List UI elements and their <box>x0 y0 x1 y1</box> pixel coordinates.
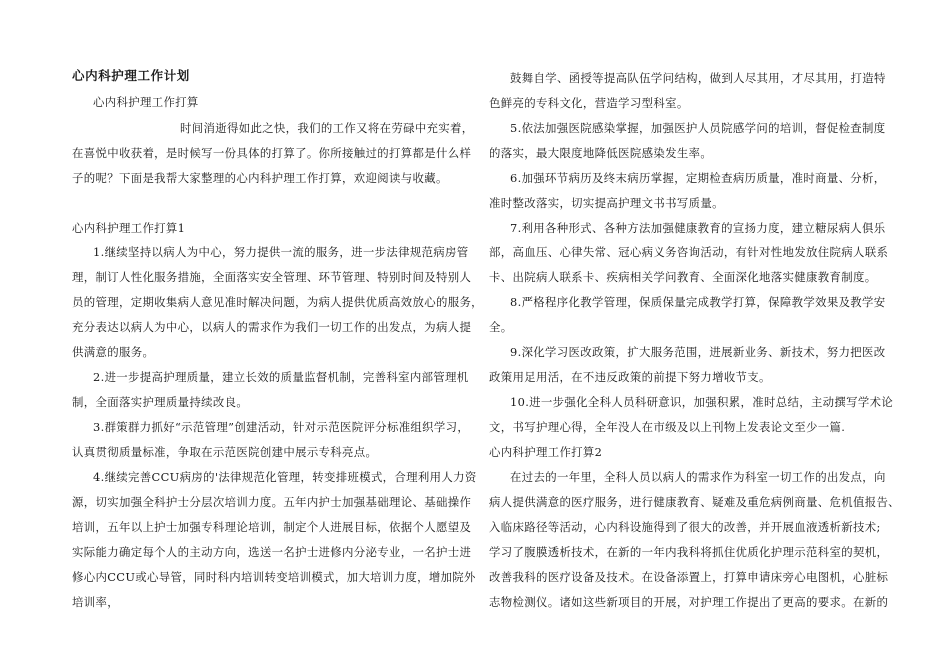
text-line: 志物检测仪。诸如这些新项目的开展，对护理工作提出了更高的要求。在新的 <box>489 595 889 609</box>
text-line: 时间消逝得如此之快，我们的工作又将在劳碌中充实着， <box>180 121 474 135</box>
text-line: 文，书写护理心得，全年没人在市级及以上刊物上发表论文至少一篇. <box>489 420 846 434</box>
text-line: 鼓舞自学、函授等提高队伍学问结构，做到人尽其用，才尽其用，打造特 <box>510 71 886 85</box>
text-line: 病人提供满意的医疗服务，进行健康教育、疑难及重危病例商量、危机值报告、 <box>489 495 900 509</box>
text-line: 制，全面落实护理质量持续改良。 <box>72 395 249 409</box>
text-line: 员的管理，定期收集病人意见准时解决问题，为病人提供优质高效放心的服务， <box>72 295 483 309</box>
text-line: 7.利用各种形式、各种方法加强健康教育的宣扬力度，建立糖尿病人俱乐 <box>510 221 886 235</box>
text-line: 修心内CCU或心导管，同时科内培训转变培训模式，加大培训力度，增加院外 <box>72 570 476 584</box>
text-line: 源，切实加强全科护士分层次培训力度。五年内护士加强基础理论、基础操作 <box>72 495 472 509</box>
document-subtitle: 心内科护理工作打算 <box>93 95 199 109</box>
text-line: 培训率， <box>72 595 119 609</box>
text-line: 10.进一步强化全科人员科研意识，加强积累，准时总结，主动撰写学术论 <box>510 395 894 409</box>
text-line: 在过去的一年里，全科人员以病人的需求作为科室一切工作的出发点，向 <box>510 470 886 484</box>
text-line: 准时整改落实，切实提高护理文书书写质量。 <box>489 196 724 210</box>
text-line: 改善我科的医疗设备及技术。在设备添置上，打算申请床旁心电图机，心脏标 <box>489 570 889 584</box>
text-line: 在喜悦中收获着，是时候写一份具体的打算了。你所接触过的打算都是什么样 <box>72 146 472 160</box>
text-line: 供满意的服务。 <box>72 345 155 359</box>
text-line: 理，制订人性化服务措施，全面落实安全管理、环节管理、特别时间及特别人 <box>72 270 472 284</box>
text-line: 入临床路径等活动，心内科设施得到了很大的改善，并开展血液透析新技术; <box>489 520 881 534</box>
text-line: 实际能力确定每个人的主动方向，选送一名护士进修内分泌专业，一名护士进 <box>72 545 472 559</box>
text-line: 5.依法加强医院感染掌握，加强医护人员院感学问的培训，督促检查制度 <box>510 121 886 135</box>
text-line: 政策用足用活，在不违反政策的前提下努力增收节支。 <box>489 370 771 384</box>
text-line: 心内科护理工作打算1 <box>72 221 186 235</box>
text-line: 认真贯彻质量标准，争取在示范医院创建中展示专科亮点。 <box>72 445 378 459</box>
text-line: 心内科护理工作打算2 <box>489 445 603 459</box>
text-line: 色鲜亮的专科文化，营造学习型科室。 <box>489 96 689 110</box>
text-line: 3.群策群力抓好“示范管理”创建活动，针对示范医院评分标准组织学习， <box>93 420 470 434</box>
document-title: 心内科护理工作计划 <box>72 68 190 83</box>
text-line: 部，高血压、心律失常、冠心病义务咨询活动，有针对性地发放住院病人联系 <box>489 245 889 259</box>
text-line: 9.深化学习医改政策，扩大服务范围，进展新业务、新技术，努力把医改 <box>510 345 886 359</box>
text-line: 8.严格程序化教学管理，保质保量完成教学打算，保障教学效果及教学安 <box>510 295 886 309</box>
text-line: 子的呢？下面是我帮大家整理的心内科护理工作打算，欢迎阅读与收藏。 <box>72 171 448 185</box>
text-line: 充分表达以病人为中心，以病人的需求作为我们一切工作的出发点，为病人提 <box>72 320 472 334</box>
text-line: 培训，五年以上护士加强专科理论培训，制定个人进展目标，依据个人愿望及 <box>72 520 472 534</box>
text-line: 4.继续完善CCU病房的'法律规范化管理，转变排班模式，合理利用人力资 <box>93 470 477 484</box>
text-line: 1.继续坚持以病人为中心，努力提供一流的服务，进一步法律规范病房管 <box>93 245 469 259</box>
text-line: 全。 <box>489 320 513 334</box>
text-line: 学习了腹膜透析技术，在新的一年内我科将抓住优质化护理示范科室的契机， <box>489 545 889 559</box>
text-line: 的落实，最大限度地降低医院感染发生率。 <box>489 146 713 160</box>
text-line: 6.加强环节病历及终末病历掌握，定期检查病历质量，准时商量、分析， <box>510 171 886 185</box>
text-line: 卡、出院病人联系卡、疾病相关学问教育、全面深化地落实健康教育制度。 <box>489 270 877 284</box>
text-line: 2.进一步提高护理质量，建立长效的质量监督机制，完善科室内部管理机 <box>93 370 469 384</box>
